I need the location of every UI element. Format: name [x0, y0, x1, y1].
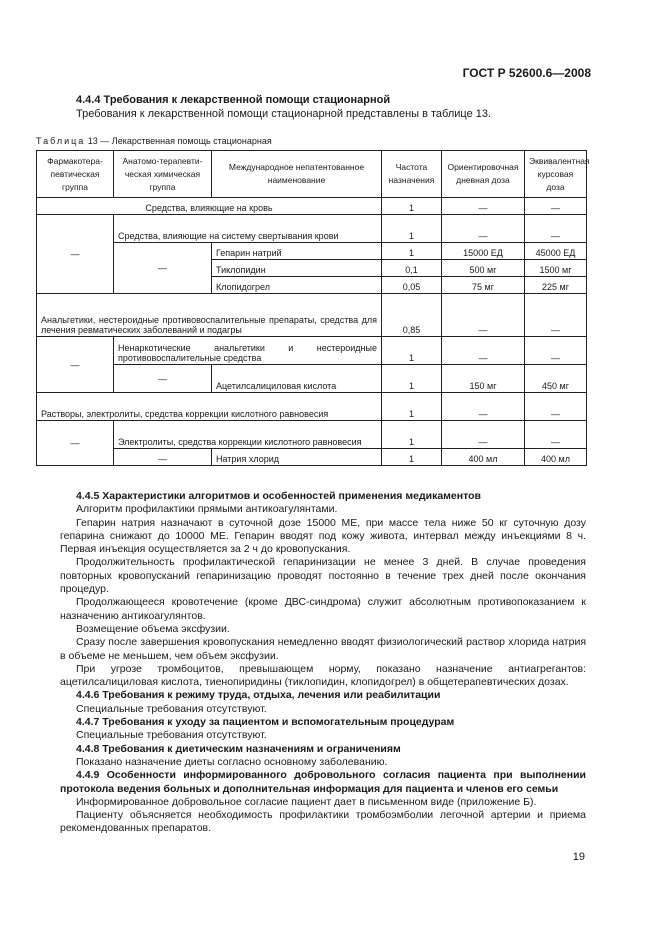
cell-course-dose: —: [525, 294, 587, 337]
table-row: [37, 421, 587, 449]
cell-course-dose: —: [525, 337, 587, 365]
row-label: Анальгетики, нестероидные противовоспалительные препараты, средства для лечения ревматических заболеваний и подагры: [37, 294, 382, 337]
row-label: Средства, влияющие на кровь: [37, 198, 382, 215]
section-447-title: 4.4.7 Требования к уходу за пациентом и вспомогательным процедурам: [76, 716, 455, 729]
cell-course-dose: —: [525, 198, 587, 215]
cell-inn: Гепарин натрий: [212, 243, 382, 260]
section-445-title: 4.4.5 Характеристики алгоритмов и особенностей применения медикаментов: [76, 490, 481, 502]
cell-inn: Тиклопидин: [212, 260, 382, 277]
cell-course-dose: 45000 ЕД: [525, 243, 587, 260]
cell-atc-group: —: [114, 449, 212, 466]
row-label: Растворы, электролиты, средства коррекции кислотного равновесия: [37, 393, 382, 421]
cell-daily-dose: —: [442, 215, 525, 243]
section-446-title: 4.4.6 Требования к режиму труда, отдыха, лечения или реабилитации: [76, 689, 441, 702]
cell-frequency: 0,85: [382, 294, 442, 337]
cell-inn: Ацетилсалициловая кислота: [212, 365, 382, 393]
cell-frequency: 1: [382, 393, 442, 421]
cell-daily-dose: 15000 ЕД: [442, 243, 525, 260]
cell-course-dose: 225 мг: [525, 277, 587, 294]
header-daily-dose: Ориентировочная дневная доза: [442, 151, 525, 198]
section-444-intro: Требования к лекарственной помощи стационарной представлены в таблице 13.: [76, 108, 492, 120]
document-code: ГОСТ Р 52600.6—2008: [462, 66, 591, 80]
cell-pharm-group: —: [37, 337, 114, 393]
table-row: [37, 449, 587, 466]
table-row: [37, 294, 587, 337]
page-number: 19: [572, 851, 585, 863]
header-pharm-group: Фармакотера-певтическая группа: [37, 151, 114, 198]
cell-frequency: 1: [382, 198, 442, 215]
cell-course-dose: —: [525, 215, 587, 243]
cell-course-dose: 450 мг: [525, 365, 587, 393]
table-caption: [36, 136, 272, 146]
section-444-title: 4.4.4 Требования к лекарственной помощи стационарной: [76, 94, 391, 106]
table-row: [37, 243, 587, 260]
cell-inn: Клопидогрел: [212, 277, 382, 294]
cell-daily-dose: 400 мл: [442, 449, 525, 466]
table-header-row: [37, 151, 587, 198]
cell-atc-group: —: [114, 365, 212, 393]
cell-frequency: 1: [382, 215, 442, 243]
table-row: [37, 393, 587, 421]
cell-frequency: 1: [382, 449, 442, 466]
header-atc-group: Анатомо-терапевти-ческая химическая группа: [114, 151, 212, 198]
cell-atc-group: —: [114, 243, 212, 294]
row-label: Электролиты, средства коррекции кислотного равновесия: [114, 421, 382, 449]
cell-daily-dose: 75 мг: [442, 277, 525, 294]
medication-table: [36, 150, 590, 466]
body-text: [60, 490, 586, 836]
cell-pharm-group: —: [37, 421, 114, 466]
cell-frequency: 1: [382, 337, 442, 365]
table-caption-prefix: Таблица: [36, 136, 86, 146]
cell-frequency: 1: [382, 243, 442, 260]
table-row: [37, 337, 587, 365]
row-label: Ненаркотические анальгетики и нестероидные противовоспалительные средства: [114, 337, 382, 365]
cell-daily-dose: 150 мг: [442, 365, 525, 393]
cell-daily-dose: 500 мг: [442, 260, 525, 277]
cell-frequency: 0,1: [382, 260, 442, 277]
paragraph: Показано назначение диеты согласно основному заболеванию.: [76, 755, 388, 768]
cell-daily-dose: —: [442, 421, 525, 449]
table-caption-rest: 13 — Лекарственная помощь стационарная: [85, 136, 272, 146]
cell-daily-dose: —: [442, 198, 525, 215]
section-448-title: 4.4.8 Требования к диетическим назначениям и ограничениям: [76, 742, 401, 755]
cell-course-dose: —: [525, 393, 587, 421]
paragraph: Гепарин натрия назначают в суточной дозе 15000 МЕ, при массе тела ниже 50 кг суточную дозу гепарина снижают до 10000 МЕ. Гепарин вводят под кожу живота, интервал между инъекциями 8 ч. Первая инъекция осуществляется за 2 ч до кровопускания.: [60, 516, 586, 556]
paragraph: Информированное добровольное согласие пациент дает в письменном виде (приложение Б).: [76, 795, 537, 808]
paragraph: Продолжительность профилактической гепаринизации не менее 3 дней. В случае проведения повторных кровопусканий гепаринизацию проводят постоянно в течение трех дней после окончания процедур.: [60, 556, 586, 596]
paragraph: Специальные требования отсутствуют.: [76, 729, 267, 742]
cell-frequency: 1: [382, 365, 442, 393]
header-frequency: Частота назначения: [382, 151, 442, 198]
cell-daily-dose: —: [442, 337, 525, 365]
cell-inn: Натрия хлорид: [212, 449, 382, 466]
table-row: [37, 215, 587, 243]
section-449-title: 4.4.9 Особенности информированного добровольного согласия пациента при выполнении протокола ведения больных и дополнительная информация для пациента и членов его семьи: [60, 769, 586, 795]
cell-course-dose: 1500 мг: [525, 260, 587, 277]
paragraph: Алгоритм профилактики прямыми антикоагулянтами.: [76, 503, 338, 516]
cell-frequency: 1: [382, 421, 442, 449]
header-inn: Международное непатентованное наименование: [212, 151, 382, 198]
header-course-dose: Эквивалентная курсовая доза: [525, 151, 587, 198]
row-label: Средства, влияющие на систему свертывания крови: [114, 215, 382, 243]
cell-daily-dose: —: [442, 294, 525, 337]
table-row: [37, 198, 587, 215]
cell-frequency: 0,05: [382, 277, 442, 294]
cell-course-dose: —: [525, 421, 587, 449]
paragraph: Специальные требования отсутствуют.: [76, 702, 267, 715]
paragraph: Пациенту объясняется необходимость профилактики тромбоэмболии легочной артерии и приема рекомендованных препаратов.: [60, 809, 586, 835]
paragraph: Продолжающееся кровотечение (кроме ДВС-синдрома) служит абсолютным противопоказанием к назначению антикоагулянтов.: [60, 596, 586, 622]
cell-pharm-group: —: [37, 215, 114, 294]
paragraph: Сразу после завершения кровопускания немедленно вводят физиологический раствор хлорида натрия в объеме не меньшем, чем объем эксфузии.: [60, 636, 586, 662]
table-row: [37, 365, 587, 393]
paragraph: Возмещение объема эксфузии.: [76, 622, 230, 635]
paragraph: При угрозе тромбоцитов, превышающем норму, показано назначение антиагрегантов: ацетилсалициловая кислота, тиенопиридины (тиклопидин, клопидогрел) в общетерапевтических дозах.: [60, 662, 586, 689]
cell-daily-dose: —: [442, 393, 525, 421]
cell-course-dose: 400 мл: [525, 449, 587, 466]
